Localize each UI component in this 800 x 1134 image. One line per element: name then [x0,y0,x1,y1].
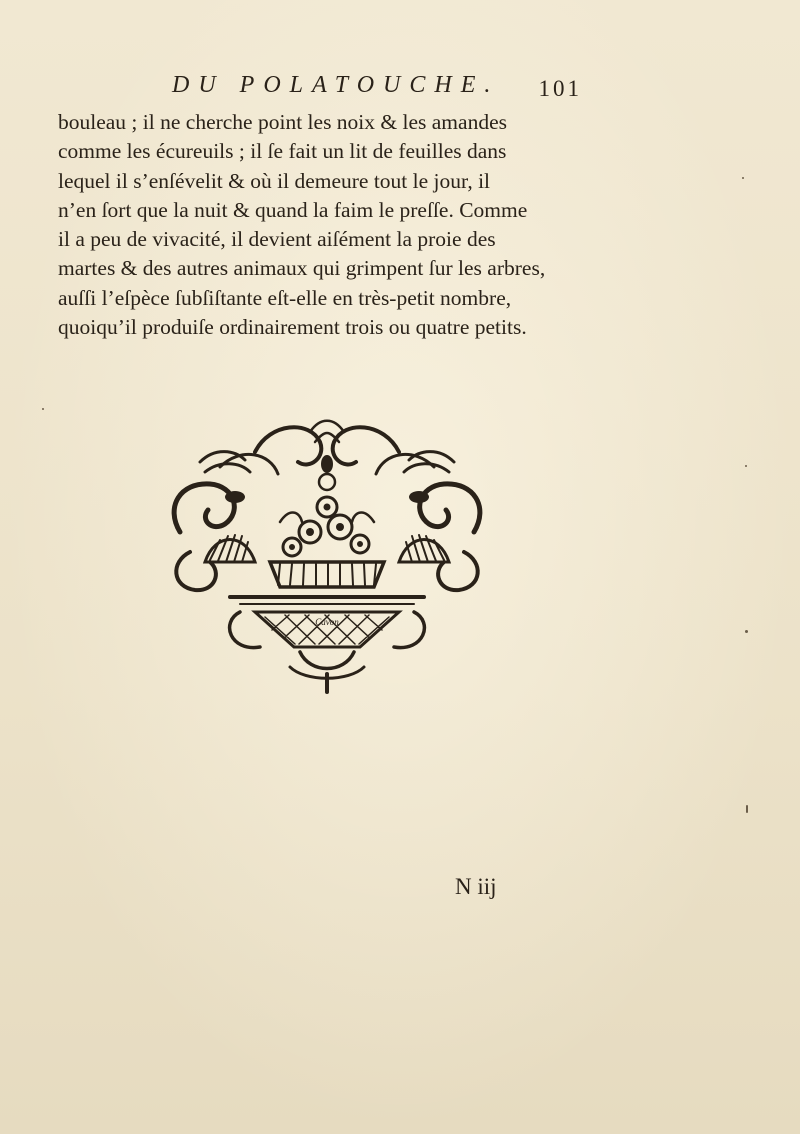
paper-speck [42,408,44,410]
flower-basket-vignette [160,412,494,696]
body-paragraph [58,108,618,342]
text-line: auſſi l’eſpèce ſubſiſtante eſt-elle en très-petit nombre, [58,285,512,310]
text-line: n’en ſort que la nuit & quand la faim le preſſe. Comme [58,197,528,222]
paper-speck [745,465,747,467]
paper-speck [742,177,744,179]
paper-speck [746,805,748,813]
page-number: 101 [538,76,582,101]
text-line: martes & des autres animaux qui grimpent ſur les arbres, [58,256,546,281]
running-header [172,72,582,106]
engraver-mark: Cavon [315,617,339,627]
running-title: DU POLATOUCHE. [172,72,500,98]
text-line: comme les écureuils ; il ſe fait un lit de feuilles dans [58,139,507,164]
signature-mark: N iij [455,874,497,899]
text-line: bouleau ; il ne cherche point les noix & les amandes [58,110,507,134]
text-line: il a peu de vivacité, il devient aiſément la proie des [58,227,496,252]
paper-speck [745,630,748,633]
text-line: lequel il s’enſévelit & où il demeure tout le jour, il [58,168,491,193]
text-line: quoiqu’il produiſe ordinairement trois ou quatre petits. [58,315,527,340]
